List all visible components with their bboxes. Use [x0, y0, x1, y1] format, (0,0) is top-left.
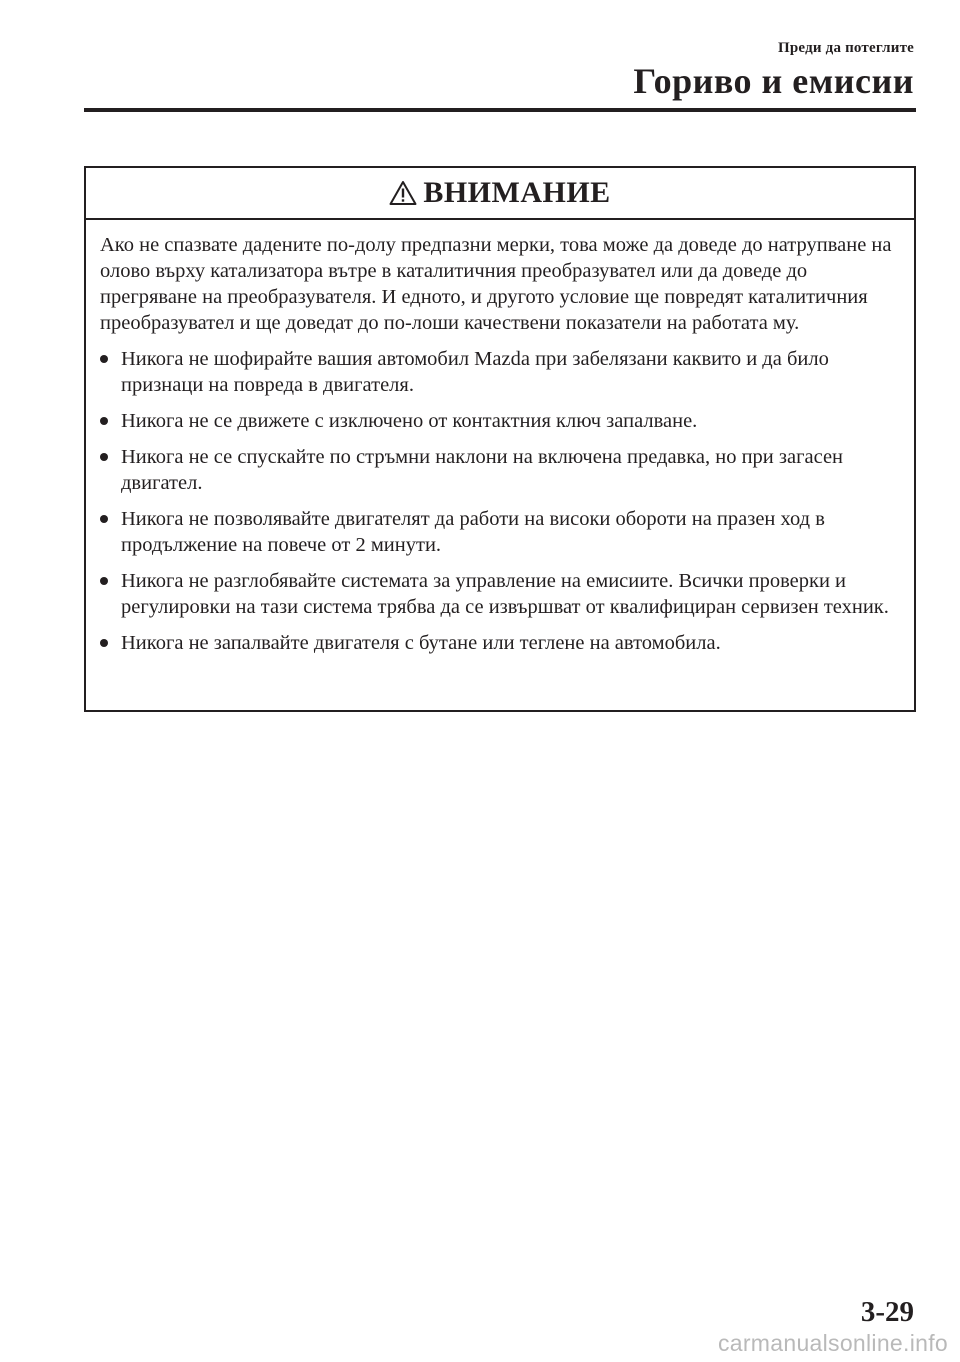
bullet-text: Никога не запалвайте двигателя с бутане или теглене на автомобила. — [121, 632, 721, 654]
bullet-text: Никога не шофирайте вашия автомобил Mazda при забелязани каквито и да било признаци на повреда в двигателя. — [121, 348, 829, 396]
bullet-icon — [100, 417, 108, 425]
header-divider — [84, 108, 916, 112]
bullet-icon — [100, 355, 108, 363]
list-item — [100, 444, 900, 496]
bullet-text: Никога не позволявайте двигателят да работи на високи обороти на празен ход в продължение на повече от 2 минути. — [121, 508, 825, 556]
bullet-text: Никога не се спускайте по стръмни наклони на включена предавка, но при загасен двигател. — [121, 446, 844, 494]
warning-bullet-list — [100, 346, 900, 656]
section-label: Преди да потеглите — [778, 40, 914, 56]
watermark-text: carmanualsonline.info — [717, 1330, 948, 1356]
warning-intro: Ако не спазвате дадените по-долу предпазни мерки, това може да доведе до натрупване на олово върху катализатора вътре в каталитичния преобразувател или да доведе до прегряване на преобразувателя. И едното, и другото условие ще повредят каталитичния преобразувател и ще доведат до по-лоши качествени показатели на работата му. — [100, 234, 892, 334]
list-item — [100, 346, 900, 398]
bullet-text: Никога не разглобявайте системата за управление на емисиите. Всички проверки и регулировки на тази система трябва да се извършват от квалифициран сервизен техник. — [121, 570, 889, 618]
list-item — [100, 630, 900, 656]
warning-triangle-icon — [389, 180, 417, 206]
bullet-icon — [100, 639, 108, 647]
list-item — [100, 568, 900, 620]
bullet-icon — [100, 515, 108, 523]
warning-heading: ВНИМАНИЕ — [423, 176, 611, 209]
bullet-icon — [100, 453, 108, 461]
list-item — [100, 506, 900, 558]
page-number: 3-29 — [860, 1296, 914, 1328]
warning-box — [84, 166, 916, 712]
list-item — [100, 408, 900, 434]
page-title: Гориво и емисии — [633, 61, 914, 101]
bullet-text: Никога не се движете с изключено от контактния ключ запалване. — [121, 410, 698, 432]
warning-body — [86, 220, 914, 656]
bullet-icon — [100, 577, 108, 585]
warning-header — [86, 168, 914, 220]
